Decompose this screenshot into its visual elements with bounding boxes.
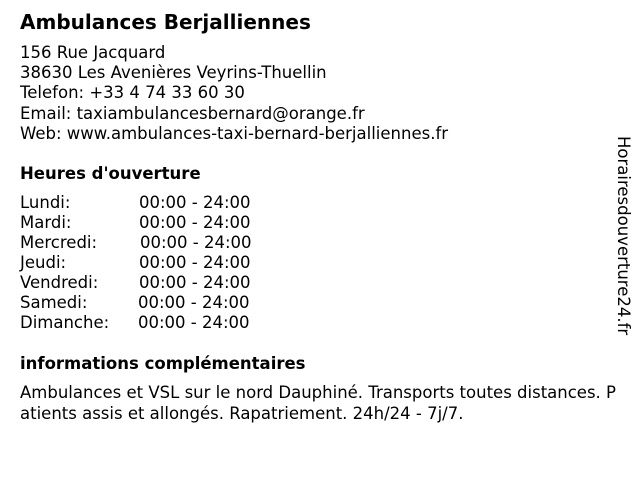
- day-label: Mardi:: [20, 213, 72, 232]
- website: Web: www.ambulances-taxi-bernard-berjalliennes.fr: [20, 123, 449, 143]
- time-range: 00:00 - 24:00: [140, 233, 252, 252]
- opening-hours-heading: Heures d'ouverture: [20, 164, 201, 183]
- day-label: Mercredi:: [20, 233, 98, 252]
- day-label: Vendredi:: [20, 273, 99, 292]
- day-label: Lundi:: [20, 193, 71, 212]
- day-label: Jeudi:: [20, 253, 67, 272]
- time-range: 00:00 - 24:00: [138, 293, 250, 312]
- contact-block: [20, 43, 448, 144]
- time-range: 00:00 - 24:00: [138, 313, 250, 332]
- time-range: 00:00 - 24:00: [139, 213, 251, 232]
- day-label: Dimanche:: [20, 313, 110, 332]
- street-address: 156 Rue Jacquard: [20, 43, 166, 62]
- business-name: Ambulances Berjalliennes: [20, 10, 311, 34]
- city-address: 38630 Les Avenières Veyrins-Thuellin: [20, 63, 327, 83]
- additional-info-text: Ambulances et VSL sur le nord Dauphiné. Transports toutes distances. Patients assis et allongés. Rapatriement. 24h/24 - 7j/7.: [20, 383, 616, 423]
- phone-number: Telefon: +33 4 74 33 60 30: [20, 83, 245, 103]
- time-range: 00:00 - 24:00: [139, 253, 251, 272]
- watermark-text: Horairesdouverture24.fr: [614, 136, 633, 336]
- email-address: Email: taxiambulancesbernard@orange.fr: [20, 103, 365, 123]
- time-range: 00:00 - 24:00: [139, 193, 251, 212]
- day-label: Samedi:: [20, 293, 88, 312]
- time-range: 00:00 - 24:00: [139, 273, 251, 292]
- additional-info-heading: informations complémentaires: [20, 354, 306, 373]
